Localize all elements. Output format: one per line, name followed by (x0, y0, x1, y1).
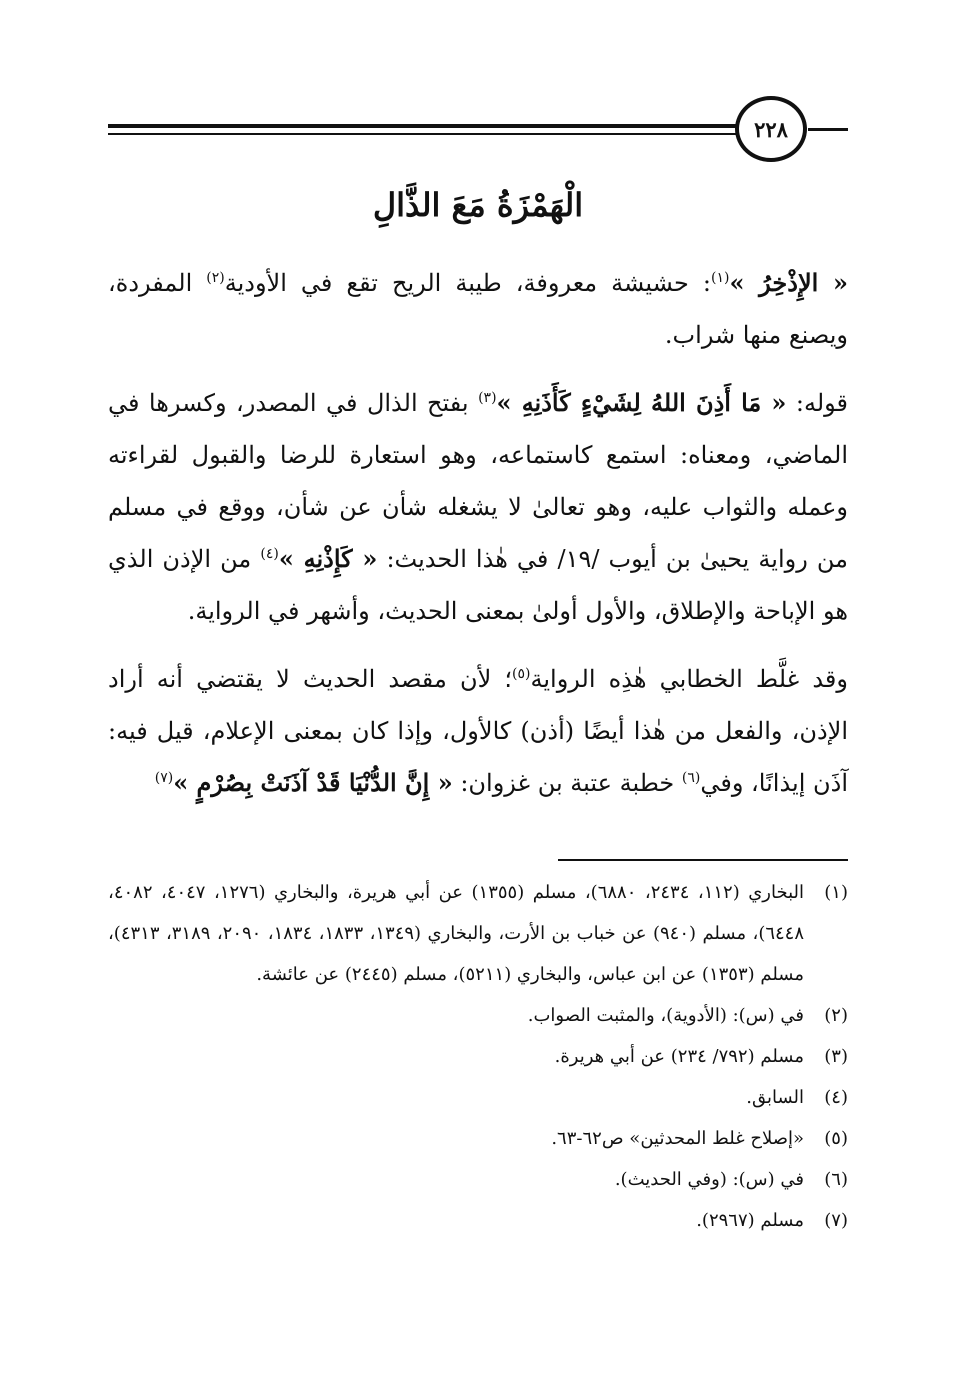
paragraph-text: قوله: (786, 389, 849, 417)
page-number: ٢٢٨ (735, 96, 807, 162)
footnote-item (108, 1077, 848, 1118)
section-heading: الْهَمْزَةُ مَعَ الذَّالِ (372, 186, 584, 224)
header-rule-thin (108, 133, 738, 135)
footnote-text: البخاري (١١٢، ٢٤٣٤، ٦٨٨٠)، مسلم (١٣٥٥) عن أبي هريرة، والبخاري (١٢٧٦، ٤٠٤٧، ٤٠٨٢، ٦٤٤٨)، مسلم (٩٤٠) عن خباب بن الأرت، والبخاري (١٣٤٩، ١٨٣٣، ١٨٣٤، ٢٠٩٠، ٣١٨٩، ٤٣١٣)، مسلم (١٣٥٣) عن ابن عباس، والبخاري (٥٢١١)، مسلم (٢٤٤٥) عن عائشة. (108, 882, 805, 985)
footnote-text: مسلم (٧٩٢/ ٢٣٤) عن أبي هريرة. (554, 1046, 804, 1067)
footnote-ref: (٣) (478, 390, 497, 406)
paragraph-text: خطبة عتبة بن غزوان: (452, 769, 682, 797)
footnote-text: «إصلاح غلط المحدثين» ص٦٢-٦٣. (551, 1128, 804, 1149)
footnote-text: في (س): (وفي الحديث). (614, 1169, 804, 1190)
footnote-item (108, 872, 848, 995)
footnote-text: في (س): (الأدوية)، والمثبت الصواب. (527, 1005, 804, 1026)
footnotes (108, 872, 848, 1241)
footnote-number: (٦) (824, 1169, 848, 1190)
footnote-number: (٤) (824, 1087, 848, 1108)
footnote-item (108, 1200, 848, 1241)
main-text (108, 257, 848, 825)
footnote-number: (٧) (824, 1210, 848, 1231)
hadith-quote: « إِنَّ الدُّنْيَا قَدْ آذَنَتْ بِصُرْمٍ » (173, 768, 453, 797)
footnote-ref: (١) (710, 270, 730, 286)
footnote-ref: (٦) (681, 770, 701, 786)
paragraph-text: بفتح الذال في المصدر، وكسرها في الماضي، ومعناه: استمع كاستماعه، وهو استعارة للرضا والقبول لقراءته وعمله والثواب عليه، وهو تعالىٰ لا يشغله شأن عن شأن، ووقع في مسلم من رواية يحيىٰ بن أيوب /١٩/ في هٰذا الحديث: (108, 389, 848, 573)
footnote-number: (٣) (824, 1046, 848, 1067)
footnote-separator (558, 859, 848, 861)
paragraph-3 (108, 653, 848, 809)
paragraph-text: : حشيشة معروفة، طيبة الريح تقع في الأودية (224, 269, 711, 297)
footnote-number: (١) (824, 882, 848, 903)
paragraph-text: من الإذن الذي هو الإباحة والإطلاق، والأول أولىٰ بمعنى الحديث، وأشهر في الرواية. (108, 545, 848, 625)
footnote-ref: (٢) (206, 270, 225, 286)
footnote-item (108, 995, 848, 1036)
header-rule-thick (108, 124, 738, 128)
footnote-ref: (٥) (512, 666, 531, 682)
paragraph-text: وقد غلَّط الخطابي هٰذِه الرواية (530, 665, 848, 693)
paragraph-2 (108, 377, 848, 637)
footnote-number: (٥) (824, 1128, 848, 1149)
footnote-text: مسلم (٢٩٦٧). (696, 1210, 804, 1231)
header-rule-right (808, 128, 848, 131)
hadith-quote: « مَا أَذِنَ اللهُ لِشَيْءٍ كَأَذَنِهِ » (496, 388, 787, 417)
entry-term: « الإِذْخِرُ » (729, 268, 849, 297)
footnote-item (108, 1118, 848, 1159)
footnote-ref: (٧) (154, 770, 174, 786)
paragraph-text: ؛ لأن مقصد الحديث لا يقتضي أنه أراد الإذن، والفعل من هٰذا أيضًا (أذن) كالأول، وإذا كان بمعنى الإعلام، قيل فيه: آذَن إيذانًا، وفي (108, 665, 848, 797)
hadith-quote: « كَإِذْنِهِ » (278, 544, 378, 573)
paragraph-text: المفردة، ويصنع منها شراب. (108, 269, 848, 349)
footnote-ref: (٤) (260, 546, 279, 562)
footnote-item (108, 1159, 848, 1200)
paragraph-1 (108, 257, 848, 361)
footnote-number: (٢) (824, 1005, 848, 1026)
footnote-item (108, 1036, 848, 1077)
footnote-text: السابق. (746, 1087, 804, 1108)
